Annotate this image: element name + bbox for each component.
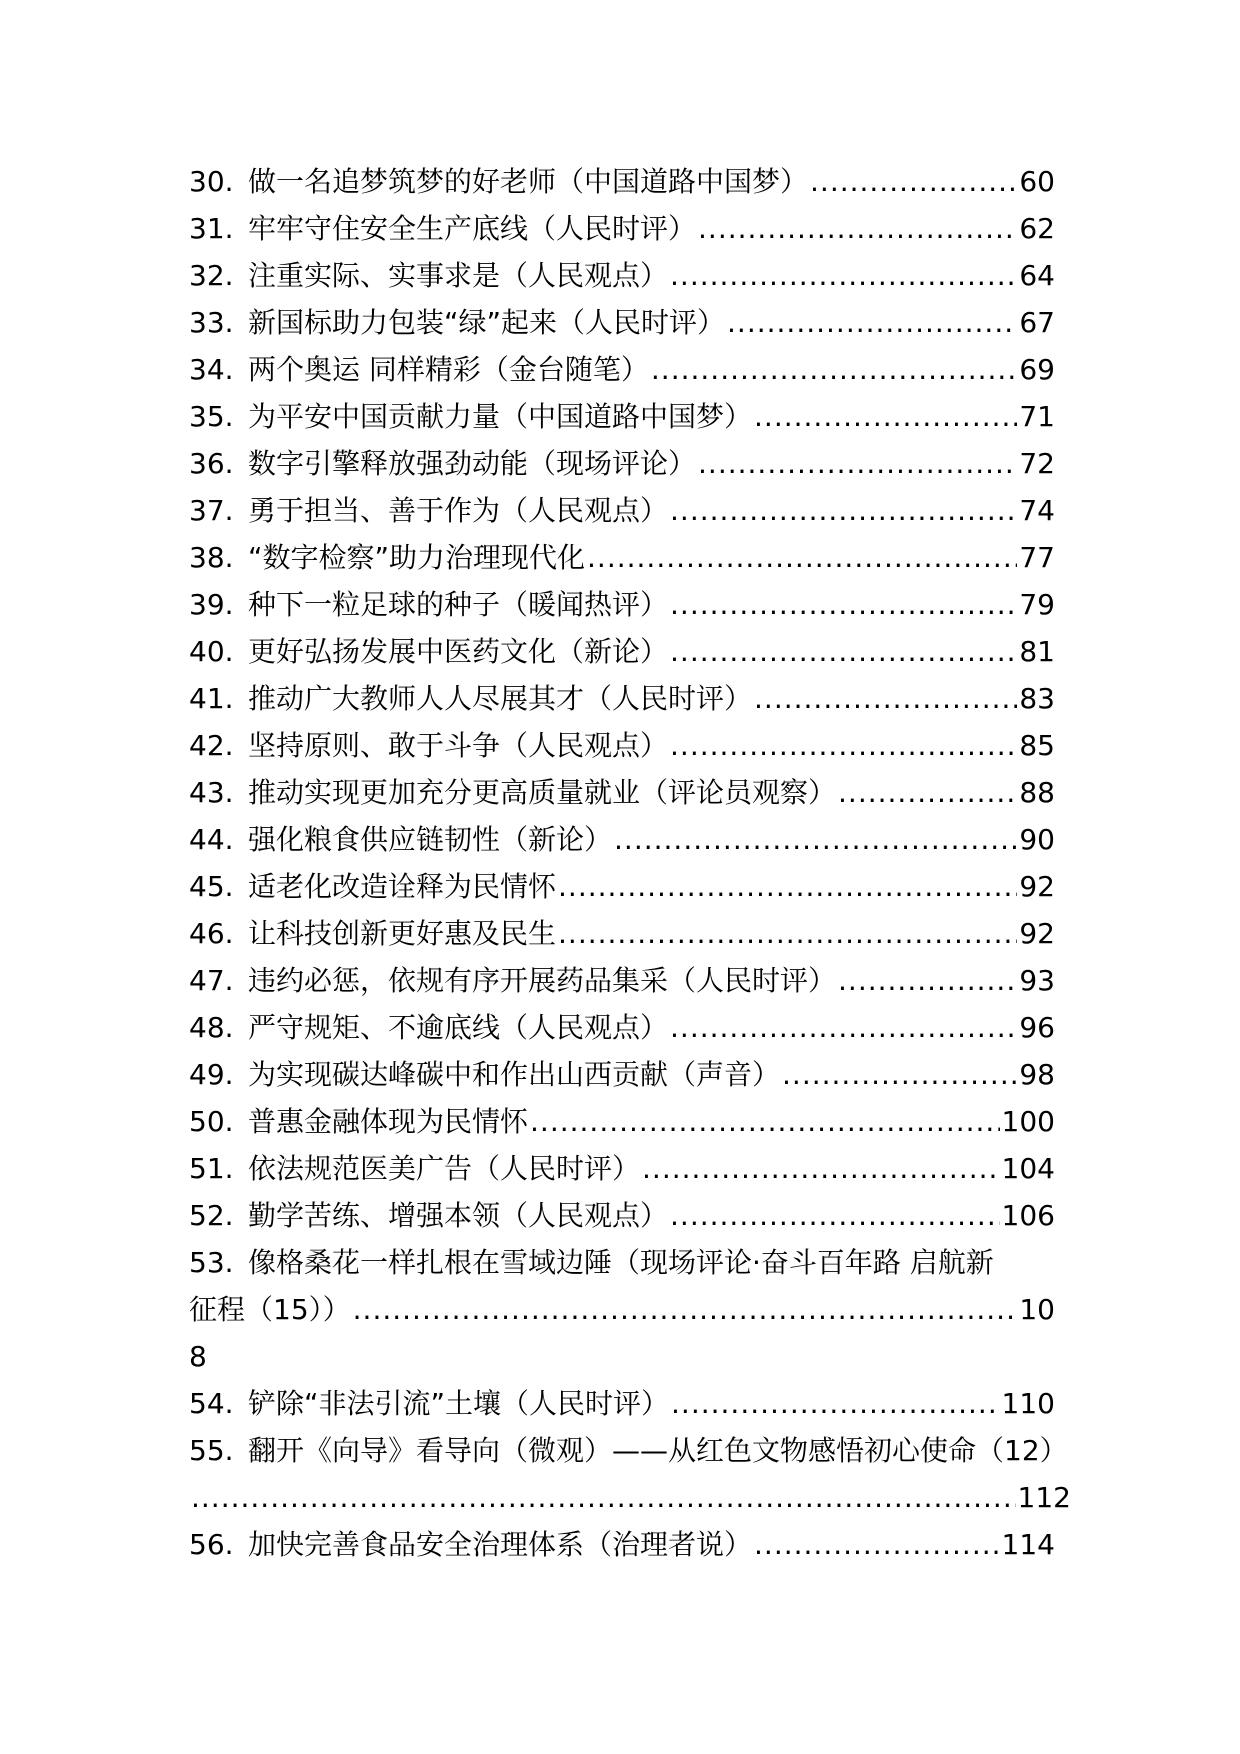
entry-page-part2: 8 (189, 1340, 207, 1373)
dot-leader (838, 957, 1017, 1004)
dot-leader (670, 252, 1017, 299)
entry-number: 36. (189, 447, 234, 480)
dot-leader (698, 440, 1017, 487)
toc-entry[interactable] (189, 1051, 1055, 1098)
entry-number: 47. (189, 964, 234, 997)
entry-title-line1: 像格桑花一样扎根在雪域边陲（现场评论·奋斗百年路 启航新 (248, 1246, 994, 1279)
toc-entry-53[interactable] (189, 1239, 1055, 1380)
entry-page: 90 (1019, 823, 1055, 856)
entry-page: 100 (1001, 1105, 1055, 1138)
toc-list (189, 158, 1055, 1239)
entry-title: 推动广大教师人人尽展其才（人民时评） (248, 682, 753, 715)
dot-leader (670, 487, 1017, 534)
toc-entry[interactable] (189, 440, 1055, 487)
entry-title-line2: 征程（15）） (189, 1293, 351, 1326)
entry-number: 35. (189, 400, 234, 433)
toc-entry[interactable] (189, 1192, 1055, 1239)
toc-entry[interactable] (189, 722, 1055, 769)
entry-page: 77 (1019, 541, 1055, 574)
dot-leader (754, 393, 1017, 440)
entry-page: 92 (1019, 870, 1055, 903)
dot-leader (642, 1145, 1000, 1192)
entry-page: 69 (1019, 353, 1055, 386)
toc-entry[interactable] (189, 252, 1055, 299)
toc-entry[interactable] (189, 1145, 1055, 1192)
entry-title: 为实现碳达峰碳中和作出山西贡献（声音） (248, 1058, 781, 1091)
dot-leader (671, 1380, 1000, 1427)
toc-entry[interactable] (189, 158, 1055, 205)
entry-number: 51. (189, 1152, 234, 1185)
toc-entry[interactable] (189, 816, 1055, 863)
toc-entry[interactable] (189, 393, 1055, 440)
entry-number: 50. (189, 1105, 234, 1138)
entry-number: 40. (189, 635, 234, 668)
entry-number: 55. (189, 1434, 234, 1467)
entry-page: 93 (1019, 964, 1055, 997)
entry-page: 64 (1019, 259, 1055, 292)
toc-entry[interactable] (189, 769, 1055, 816)
dot-leader (670, 628, 1017, 675)
entry-title: 做一名追梦筑梦的好老师（中国道路中国梦） (248, 165, 809, 198)
entry-number: 38. (189, 541, 234, 574)
entry-title: 严守规矩、不逾底线（人民观点） (248, 1011, 669, 1044)
toc-entry[interactable] (189, 299, 1055, 346)
entry-number: 41. (189, 682, 234, 715)
table-of-contents (189, 158, 1071, 1568)
dot-leader (670, 1004, 1017, 1051)
entry-page: 92 (1019, 917, 1055, 950)
entry-title: 加快完善食品安全治理体系（治理者说） (248, 1528, 753, 1561)
entry-title: 推动实现更加充分更高质量就业（评论员观察） (248, 776, 837, 809)
entry-number: 31. (189, 212, 234, 245)
toc-entry[interactable] (189, 675, 1055, 722)
dot-leader (558, 863, 1017, 910)
entry-title: 坚持原则、敢于斗争（人民观点） (248, 729, 669, 762)
entry-number: 39. (189, 588, 234, 621)
toc-entry[interactable] (189, 957, 1055, 1004)
dot-leader (587, 534, 1017, 581)
entry-title: 种下一粒足球的种子（暖闻热评） (248, 588, 669, 621)
entry-title: 注重实际、实事求是（人民观点） (248, 259, 669, 292)
toc-entry-56[interactable] (189, 1521, 1055, 1568)
entry-number: 49. (189, 1058, 234, 1091)
entry-number: 32. (189, 259, 234, 292)
dot-leader (558, 910, 1017, 957)
entry-title: 新国标助力包装“绿”起来（人民时评） (248, 306, 726, 339)
entry-page: 96 (1019, 1011, 1055, 1044)
entry-number: 54. (189, 1387, 234, 1420)
entry-number: 37. (189, 494, 234, 527)
entry-title: “数字检察”助力治理现代化 (248, 541, 586, 574)
entry-title: 强化粮食供应链韧性（新论） (248, 823, 613, 856)
entry-page: 79 (1019, 588, 1055, 621)
entry-number: 46. (189, 917, 234, 950)
entry-page-part1: 10 (1019, 1293, 1055, 1326)
entry-page: 110 (1001, 1387, 1055, 1420)
entry-number: 52. (189, 1199, 234, 1232)
toc-entry[interactable] (189, 346, 1055, 393)
toc-entry[interactable] (189, 628, 1055, 675)
entry-title: 更好弘扬发展中医药文化（新论） (248, 635, 669, 668)
entry-number: 34. (189, 353, 234, 386)
entry-page: 71 (1019, 400, 1055, 433)
dot-leader (727, 299, 1017, 346)
entry-number: 43. (189, 776, 234, 809)
entry-number: 45. (189, 870, 234, 903)
entry-number: 42. (189, 729, 234, 762)
dot-leader (782, 1051, 1017, 1098)
toc-entry[interactable] (189, 863, 1055, 910)
dot-leader (614, 816, 1017, 863)
entry-title: 普惠金融体现为民情怀 (248, 1105, 529, 1138)
entry-page: 85 (1019, 729, 1055, 762)
entry-title: 为平安中国贡献力量（中国道路中国梦） (248, 400, 753, 433)
entry-page: 67 (1019, 306, 1055, 339)
entry-title: 依法规范医美广告（人民时评） (248, 1152, 641, 1185)
toc-entry[interactable] (189, 581, 1055, 628)
toc-entry[interactable] (189, 205, 1055, 252)
entry-title: 违约必惩，依规有序开展药品集采（人民时评） (248, 964, 837, 997)
dot-leader (670, 1192, 1000, 1239)
dot-leader (651, 346, 1017, 393)
entry-page: 74 (1019, 494, 1055, 527)
entry-title: 让科技创新更好惠及民生 (248, 917, 557, 950)
entry-page: 72 (1019, 447, 1055, 480)
toc-entry-54[interactable] (189, 1380, 1055, 1427)
entry-title: 适老化改造诠释为民情怀 (248, 870, 557, 903)
entry-number: 56. (189, 1528, 234, 1561)
entry-page: 114 (1001, 1528, 1055, 1561)
entry-page: 83 (1019, 682, 1055, 715)
dot-leader (670, 722, 1017, 769)
toc-entry[interactable] (189, 1098, 1055, 1145)
entry-page: 81 (1019, 635, 1055, 668)
dot-leader (754, 1521, 1000, 1568)
entry-number: 44. (189, 823, 234, 856)
dot-leader (754, 675, 1017, 722)
dot-leader (810, 158, 1017, 205)
toc-entry[interactable] (189, 534, 1055, 581)
entry-page: 60 (1019, 165, 1055, 198)
toc-entry[interactable] (189, 1004, 1055, 1051)
toc-entry[interactable] (189, 487, 1055, 534)
dot-leader (530, 1098, 1000, 1145)
entry-title: 两个奥运 同样精彩（金台随笔） (248, 353, 649, 386)
entry-number: 30. (189, 165, 234, 198)
entry-number: 53. (189, 1246, 234, 1279)
entry-page: 62 (1019, 212, 1055, 245)
entry-page: 112 (1017, 1481, 1071, 1514)
entry-page: 98 (1019, 1058, 1055, 1091)
entry-number: 33. (189, 306, 234, 339)
entry-page: 104 (1001, 1152, 1055, 1185)
entry-title: 勇于担当、善于作为（人民观点） (248, 494, 669, 527)
entry-title: 铲除“非法引流”土壤（人民时评） (248, 1387, 670, 1420)
dot-leader (191, 1474, 1016, 1521)
dot-leader (698, 205, 1017, 252)
toc-entry-55[interactable] (189, 1427, 1071, 1521)
dot-leader (838, 769, 1017, 816)
entry-number: 48. (189, 1011, 234, 1044)
entry-title: 数字引擎释放强劲动能（现场评论） (248, 447, 697, 480)
entry-page: 106 (1001, 1199, 1055, 1232)
entry-title: 牢牢守住安全生产底线（人民时评） (248, 212, 697, 245)
entry-title: 翻开《向导》看导向（微观）——从红色文物感悟初心使命（12） (248, 1434, 1068, 1467)
entry-title: 勤学苦练、增强本领（人民观点） (248, 1199, 669, 1232)
dot-leader (670, 581, 1017, 628)
toc-entry[interactable] (189, 910, 1055, 957)
entry-page: 88 (1019, 776, 1055, 809)
dot-leader (353, 1286, 1018, 1333)
